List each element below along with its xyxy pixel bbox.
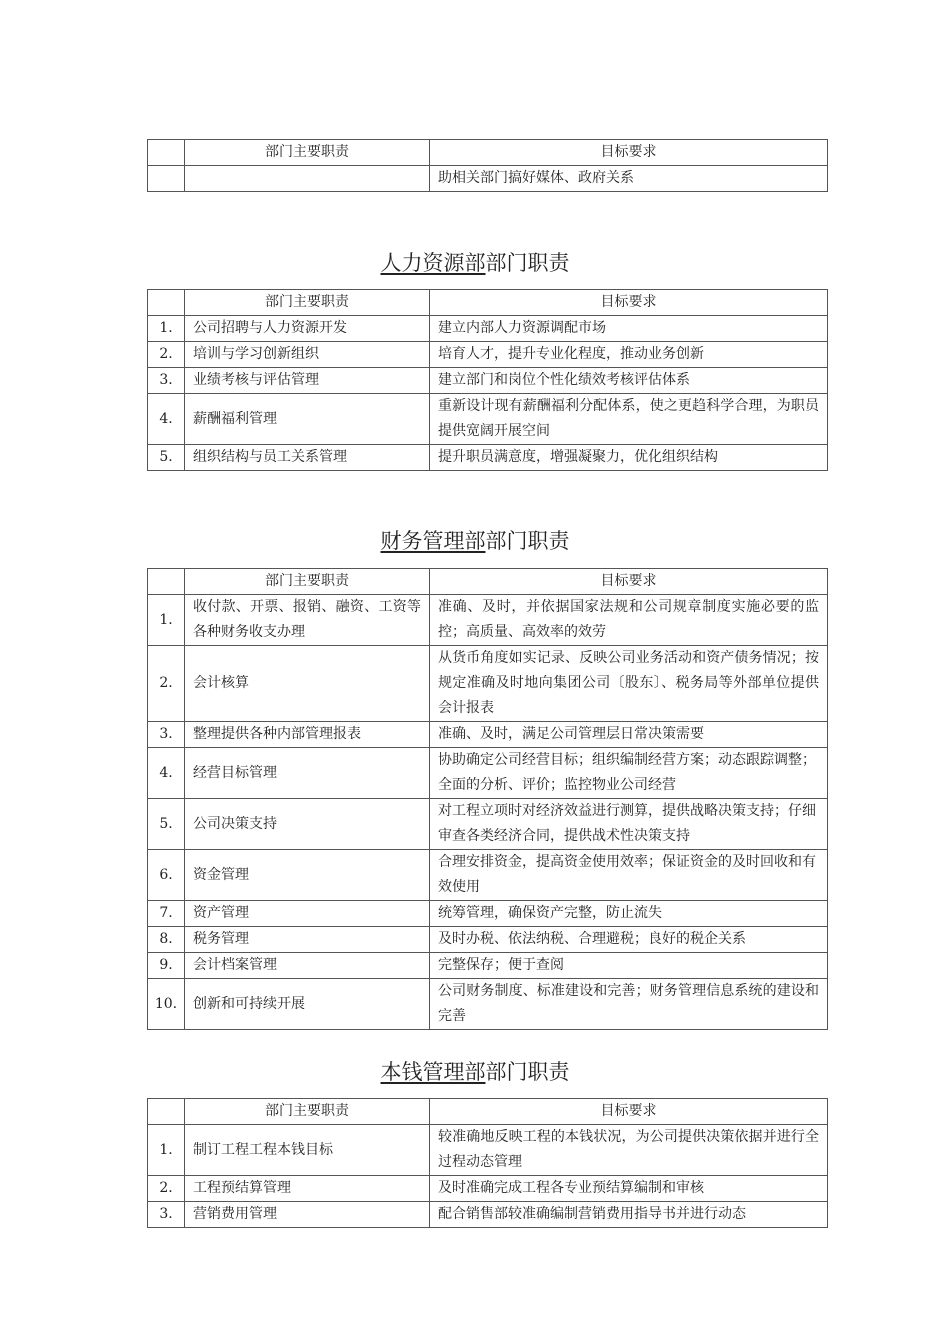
- row-target: 对工程立项时对经济效益进行测算，提供战略决策支持；仔细审查各类经济合同，提供战术性决策支持: [430, 799, 828, 850]
- row-target: 协助确定公司经营目标；组织编制经营方案；动态跟踪调整；全面的分析、评价；监控物业公司经营: [430, 748, 828, 799]
- row-num: 8.: [148, 927, 185, 953]
- row-num: 6.: [148, 850, 185, 901]
- table-header-duty: 部门主要职责: [185, 1099, 430, 1125]
- row-num: 4.: [148, 748, 185, 799]
- table-header-row: [148, 1099, 828, 1125]
- section-title-finance: [0, 527, 950, 555]
- table-row: [148, 799, 828, 850]
- row-num: 5.: [148, 799, 185, 850]
- row-target: 重新设计现有薪酬福利分配体系，使之更趋科学合理，为职员提供宽阔开展空间: [430, 394, 828, 445]
- continuation-table: [147, 139, 828, 192]
- row-num: 3.: [148, 368, 185, 394]
- table-row: [148, 1202, 828, 1228]
- row-num: 9.: [148, 953, 185, 979]
- row-num: 3.: [148, 1202, 185, 1228]
- row-num: 1.: [148, 595, 185, 646]
- table-header-row: [148, 290, 828, 316]
- row-target: 及时办税、依法纳税、合理避税；良好的税企关系: [430, 927, 828, 953]
- row-target: 完整保存；便于查阅: [430, 953, 828, 979]
- table-row: [148, 850, 828, 901]
- table-row: [148, 722, 828, 748]
- row-duty: 收付款、开票、报销、融资、工资等各种财务收支办理: [185, 595, 430, 646]
- row-target: 准确、及时，并依据国家法规和公司规章制度实施必要的监控；高质量、高效率的效劳: [430, 595, 828, 646]
- row-num: 7.: [148, 901, 185, 927]
- section-title-cost: [0, 1058, 950, 1086]
- row-num: 2.: [148, 646, 185, 722]
- table-header-num: [148, 140, 185, 166]
- table-row: [148, 316, 828, 342]
- table-row: [148, 445, 828, 471]
- table-row: [148, 342, 828, 368]
- row-num: 4.: [148, 394, 185, 445]
- row-num: 10.: [148, 979, 185, 1030]
- row-duty: [185, 166, 430, 192]
- row-target: 从货币角度如实记录、反映公司业务活动和资产债务情况；按规定准确及时地向集团公司〔股东〕、税务局等外部单位提供会计报表: [430, 646, 828, 722]
- table-row: [148, 953, 828, 979]
- row-duty: 会计核算: [185, 646, 430, 722]
- cost-duties-table: [147, 1098, 828, 1228]
- section-title-suffix: 部门职责: [485, 251, 570, 275]
- table-row: [148, 748, 828, 799]
- row-target: 统筹管理，确保资产完整，防止流失: [430, 901, 828, 927]
- row-target: 建立部门和岗位个性化绩效考核评估体系: [430, 368, 828, 394]
- row-target: 较准确地反映工程的本钱状况，为公司提供决策依据并进行全过程动态管理: [430, 1125, 828, 1176]
- table-row: [148, 595, 828, 646]
- row-duty: 业绩考核与评估管理: [185, 368, 430, 394]
- table-row: [148, 394, 828, 445]
- row-num: 2.: [148, 1176, 185, 1202]
- row-duty: 会计档案管理: [185, 953, 430, 979]
- table-header-target: 目标要求: [430, 1099, 828, 1125]
- row-target: 培育人才，提升专业化程度，推动业务创新: [430, 342, 828, 368]
- row-target: 准确、及时，满足公司管理层日常决策需要: [430, 722, 828, 748]
- hr-duties-table: [147, 289, 828, 471]
- row-target: 配合销售部较准确编制营销费用指导书并进行动态: [430, 1202, 828, 1228]
- table-header-target: 目标要求: [430, 290, 828, 316]
- table-row: [148, 646, 828, 722]
- row-num: 2.: [148, 342, 185, 368]
- table-header-row: [148, 569, 828, 595]
- row-num: [148, 166, 185, 192]
- table-header-num: [148, 1099, 185, 1125]
- section-title-name: 财务管理部: [380, 529, 486, 553]
- table-header-duty: 部门主要职责: [185, 569, 430, 595]
- row-num: 1.: [148, 316, 185, 342]
- row-duty: 创新和可持续开展: [185, 979, 430, 1030]
- row-target: 助相关部门搞好媒体、政府关系: [430, 166, 828, 192]
- table-row: [148, 979, 828, 1030]
- table-header-num: [148, 290, 185, 316]
- row-duty: 资金管理: [185, 850, 430, 901]
- row-duty: 培训与学习创新组织: [185, 342, 430, 368]
- row-duty: 组织结构与员工关系管理: [185, 445, 430, 471]
- row-duty: 资产管理: [185, 901, 430, 927]
- table-header-num: [148, 569, 185, 595]
- table-row: [148, 368, 828, 394]
- row-target: 及时准确完成工程各专业预结算编制和审核: [430, 1176, 828, 1202]
- section-title-suffix: 部门职责: [485, 1060, 570, 1084]
- table-header-duty: 部门主要职责: [185, 290, 430, 316]
- row-target: 公司财务制度、标准建设和完善；财务管理信息系统的建设和完善: [430, 979, 828, 1030]
- table-header-target: 目标要求: [430, 569, 828, 595]
- row-duty: 公司决策支持: [185, 799, 430, 850]
- section-title-name: 本钱管理部: [380, 1060, 486, 1084]
- row-num: 1.: [148, 1125, 185, 1176]
- table-header-row: [148, 140, 828, 166]
- row-duty: 税务管理: [185, 927, 430, 953]
- row-target: 提升职员满意度，增强凝聚力，优化组织结构: [430, 445, 828, 471]
- section-title-hr: [0, 249, 950, 277]
- row-duty: 经营目标管理: [185, 748, 430, 799]
- row-target: 合理安排资金，提高资金使用效率；保证资金的及时回收和有效使用: [430, 850, 828, 901]
- table-header-duty: 部门主要职责: [185, 140, 430, 166]
- table-row: [148, 1125, 828, 1176]
- row-duty: 制订工程工程本钱目标: [185, 1125, 430, 1176]
- table-row: [148, 901, 828, 927]
- table-header-target: 目标要求: [430, 140, 828, 166]
- table-row: [148, 927, 828, 953]
- row-num: 5.: [148, 445, 185, 471]
- row-duty: 公司招聘与人力资源开发: [185, 316, 430, 342]
- table-row: [148, 166, 828, 192]
- table-row: [148, 1176, 828, 1202]
- row-num: 3.: [148, 722, 185, 748]
- row-duty: 工程预结算管理: [185, 1176, 430, 1202]
- section-title-name: 人力资源部: [380, 251, 486, 275]
- finance-duties-table: [147, 568, 828, 1030]
- row-target: 建立内部人力资源调配市场: [430, 316, 828, 342]
- row-duty: 营销费用管理: [185, 1202, 430, 1228]
- row-duty: 整理提供各种内部管理报表: [185, 722, 430, 748]
- row-duty: 薪酬福利管理: [185, 394, 430, 445]
- section-title-suffix: 部门职责: [485, 529, 570, 553]
